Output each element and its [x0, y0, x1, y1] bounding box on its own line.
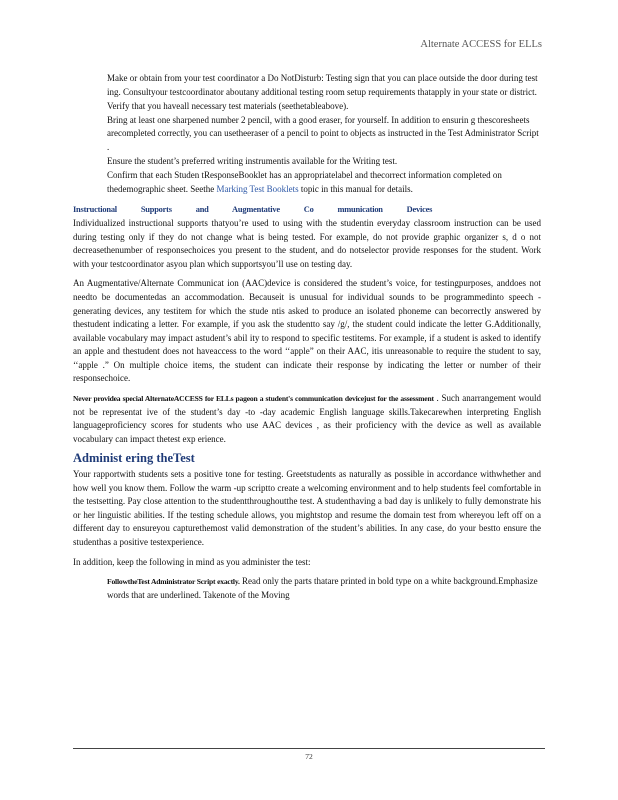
- page-number: 72: [305, 752, 313, 761]
- list-item-text: Confirm that each Studen tResponseBooklet has an appropriatelabel and thecorrect information completed on thedemographic sheet. Seethe: [107, 170, 502, 194]
- paragraph: [73, 392, 541, 446]
- list-item: [73, 114, 541, 155]
- paragraph-lead-in: Never providea special AlternateACCESS for ELLs pageon a student's communication devicejust for the assessment: [73, 394, 434, 404]
- list-item: [73, 575, 541, 602]
- list-item-text: Verify that you haveall necessary test materials (seethetableabove).: [107, 100, 349, 111]
- list-item-text: Ensure the student’s preferred writing instrumentis available for the Writing test.: [107, 156, 398, 167]
- page-body: [73, 72, 541, 603]
- list-item-text: Make or obtain from your test coordinator a Do NotDisturb: Testing sign that you can place outside the door during test ing. Consultyour testcoordinator aboutany additional testing room setup requirements thatapply in your state or district.: [107, 73, 538, 97]
- paragraph: Individualized instructional supports thatyou’re used to using with the studentin everyday classroom instruction can be used during testing only if they do not change what is being tested. For example, do not provide graphic organizer s, d o not decreasethenumber of responsechoices you present to the student, and do notselector provide responses for the student. Work with your testcoordinator asyou plan which supportsyou’ll use on testing day.: [73, 217, 541, 269]
- list-item: [73, 155, 541, 169]
- administration-checklist: [73, 575, 541, 602]
- paragraph: An Augmentative/Alternate Communicat ion (AAC)device is considered the student’s voice, for testingpurposes, anddoes not needto be documentedas an accommodation. Becauseit is unusual for individual sounds to be programmedinto speech - generating devices, any testitem for which the stude ntis asked to produce an isolated phoneme can becorrectly answered by thestudent indicating a letter. For example, if you ask the studentto say /g/, the student could indicate the letter G.Additionally, available vocabulary may impact astudent’s abil ity to respond to specific testitems. For example, if a student is asked to identify an apple and thestudent does not haveaccess to the word ‘‘apple” on their AAC, itis unreasonable to require the student to say, ‘‘apple .” On multiple choice items, the student can indicate their response by indicating the letter or number of their responsechoice.: [73, 278, 541, 384]
- section-heading-supports: Instructional Supports and Augmentative Co mmunication Devices: [73, 205, 433, 215]
- marking-test-booklets-link[interactable]: Marking Test Booklets: [216, 183, 299, 194]
- paragraph: In addition, keep the following in mind as you administer the test:: [73, 556, 311, 567]
- running-header: Alternate ACCESS for ELLs: [420, 39, 542, 50]
- section-heading-administering: Administ ering theTest: [73, 451, 195, 466]
- footer-divider: [73, 748, 545, 749]
- list-item: [73, 72, 541, 99]
- list-item-lead-in: FollowtheTest Administrator Script exactly.: [107, 577, 240, 587]
- paragraph: Your rapportwith students sets a positive tone for testing. Greetstudents as naturally as possible in accordance withwhether and how well you know them. Follow the warm -up scriptto create a welcoming environment and to help students feel comfortable in the testsetting. Pay close attention to the studentthroughoutthe test. A studenthaving a bad day is unlikely to fully demonstrate his or her linguistic abilities. If the testing schedule allows, you mightstop and resume the domain test from whereyou left off on a different day to ensureyou capturethemost valid demonstration of the student’s abilities. In any case, do your bestto ensure the studenthas a positive testexperience.: [73, 469, 541, 547]
- list-item: [73, 100, 541, 114]
- paragraph-text: . Such anarrangement would not be representat ive of the student’s day -to -day academic English language skills.Takecarewhen interpreting English languageproficiency scores for students who use AAC devices , as their proficiency with the device as well as available vocabulary can impact thetest exp erience.: [73, 393, 541, 444]
- list-item: [73, 169, 541, 196]
- preparation-checklist: [73, 72, 541, 196]
- list-item-text-tail: topic in this manual for details.: [298, 183, 413, 194]
- list-item-text: Read only the parts thatare printed in bold type on a white background.Emphasize words that are underlined. Takenote of the Moving: [107, 576, 538, 600]
- list-item-text: Bring at least one sharpened number 2 pencil, with a good eraser, for yourself. In addition to ensurin g thescoresheets arecompleted correctly, you can usetheeraser of a pencil to point to objects as instructed in the Test Administrator Script .: [107, 114, 539, 152]
